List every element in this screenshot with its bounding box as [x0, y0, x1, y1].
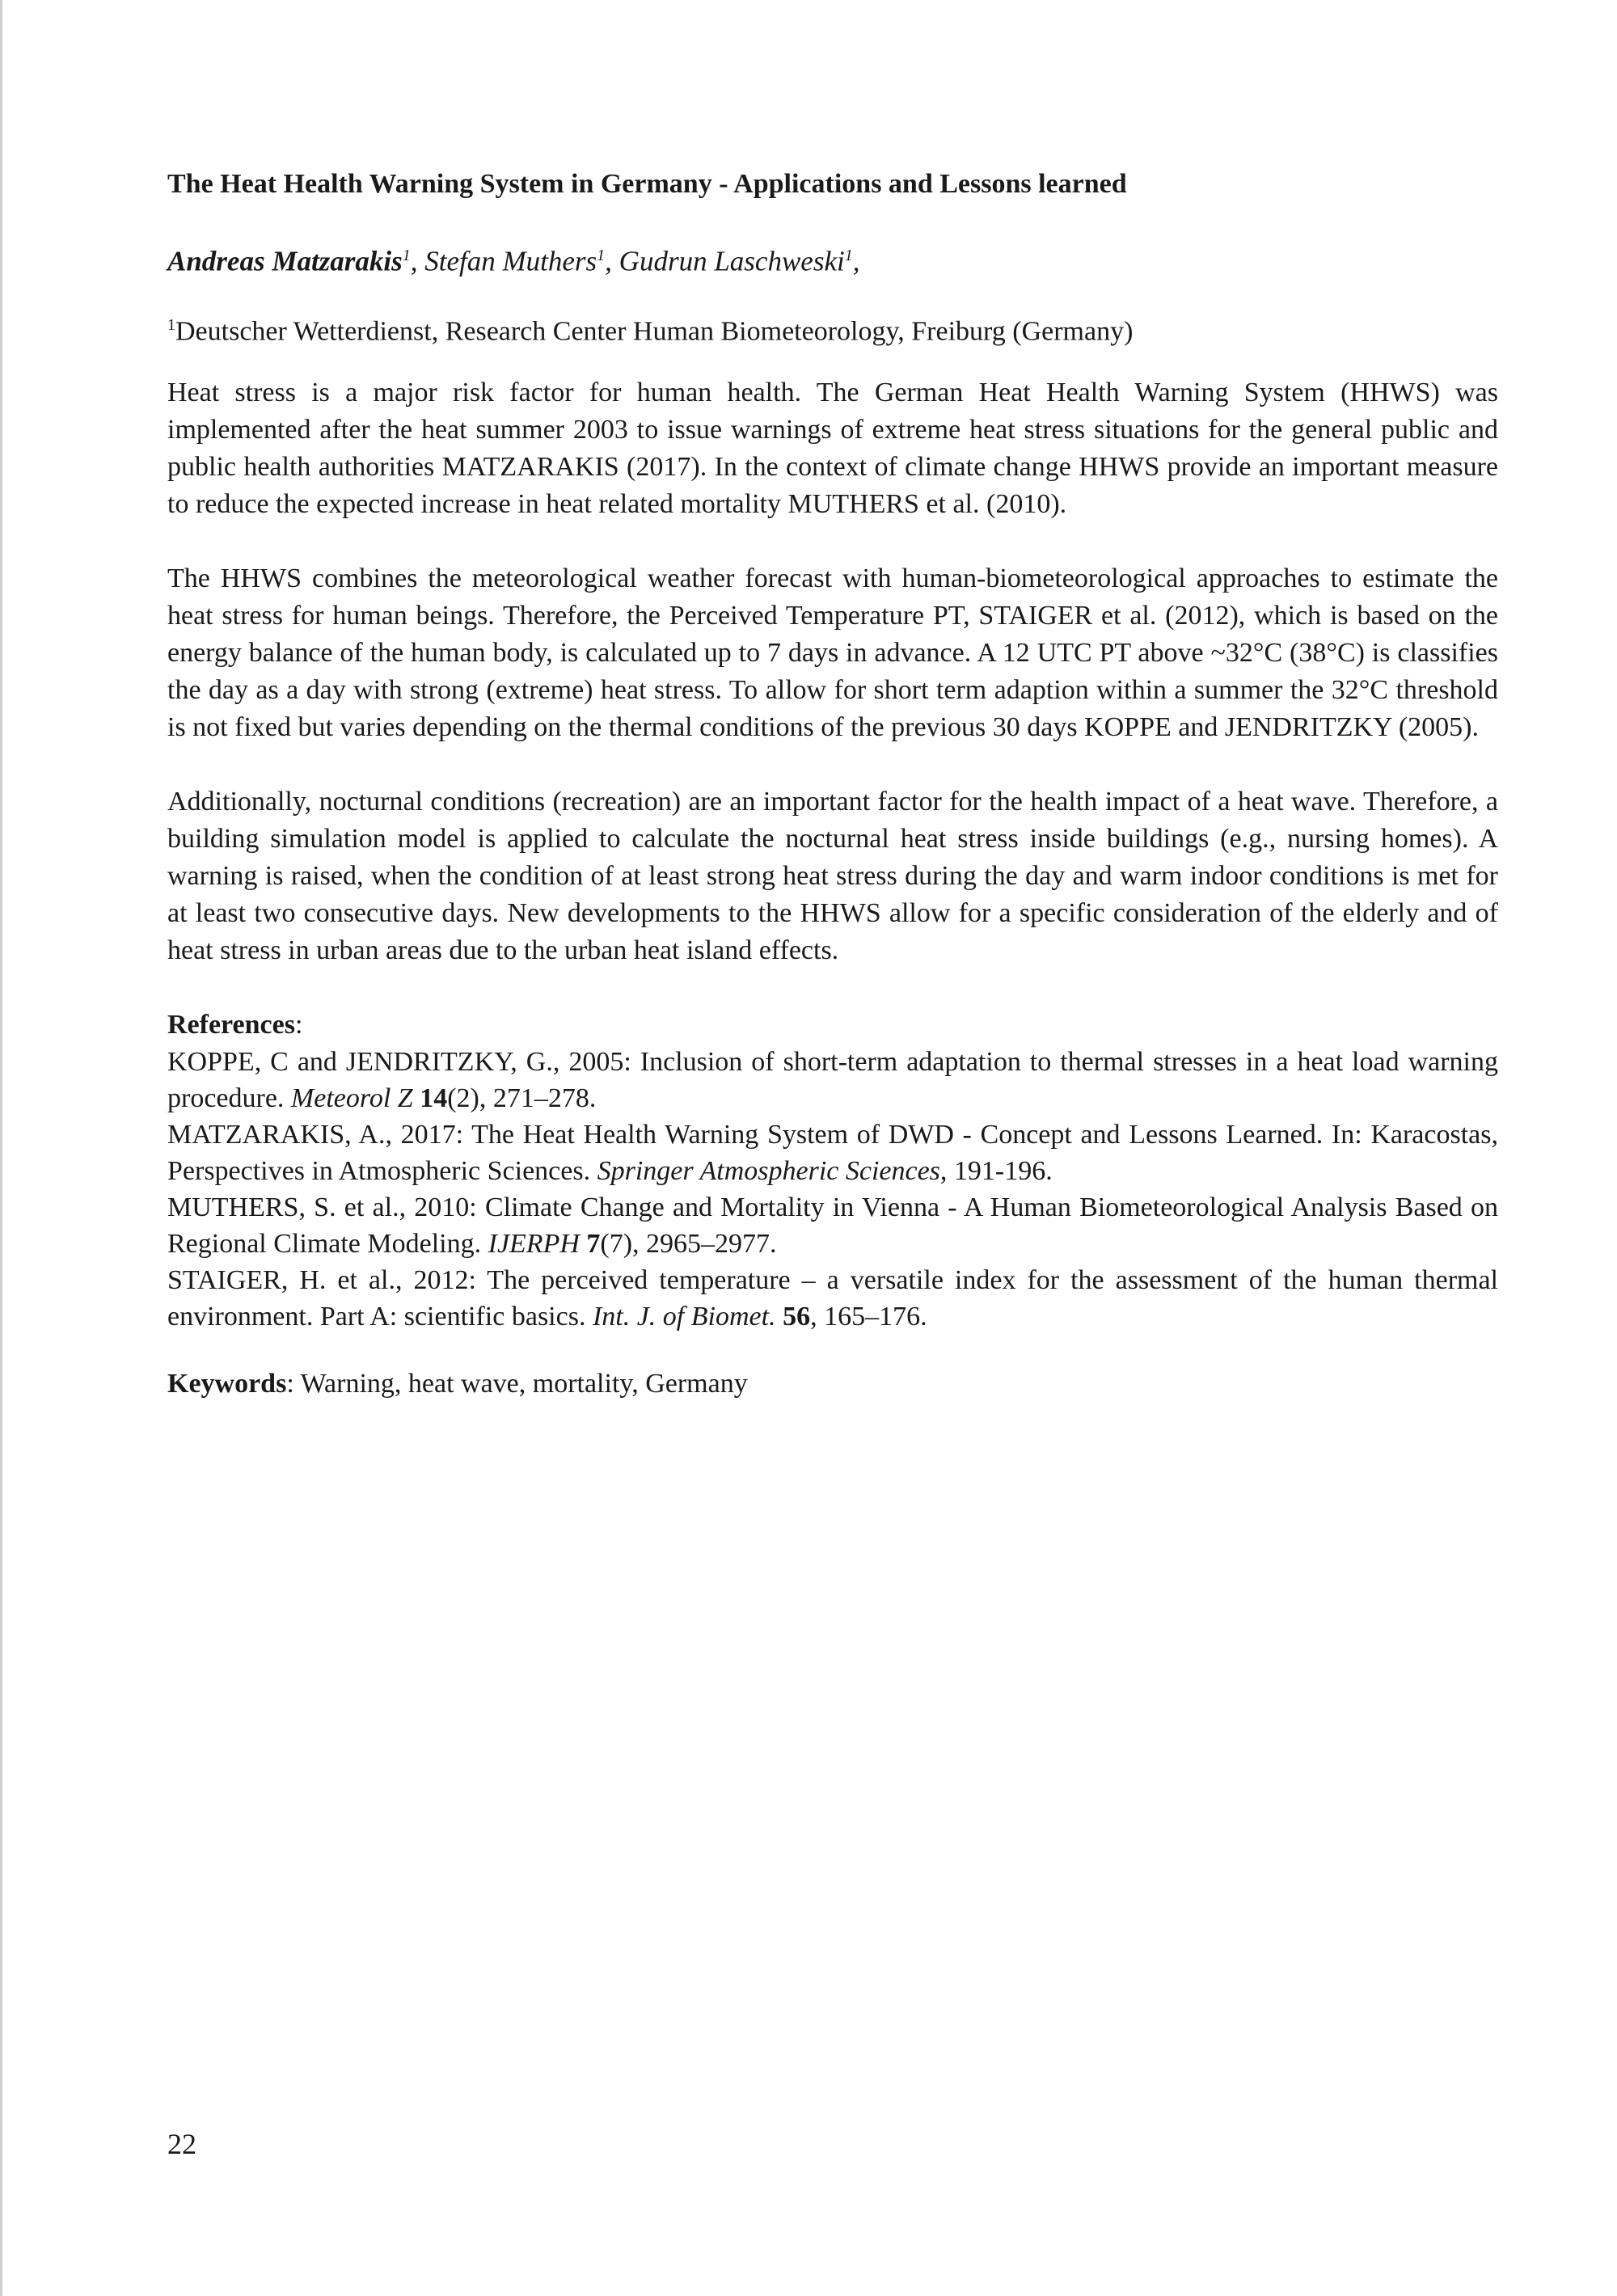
- body-paragraph: Additionally, nocturnal conditions (recreation) are an important factor for the health impact of a heat wave. Therefore, a building simulation model is applied to calculate the nocturnal heat stress inside buildings (e.g., nursing homes). A warning is raised, when the condition of at least strong heat stress during the day and warm indoor conditions is met for at least two consecutive days. New developments to the HHWS allow for a specific consideration of the elderly and of heat stress in urban areas due to the urban heat island effects.: [167, 786, 1498, 965]
- paper-content: [167, 166, 1498, 1403]
- author-affil-mark: 1: [402, 247, 411, 264]
- author-separator: ,: [605, 245, 619, 277]
- page-number: 22: [167, 2128, 196, 2160]
- keywords: [167, 1365, 1498, 1403]
- reference-volume: 14: [412, 1083, 448, 1113]
- reference-item: [167, 1116, 1498, 1189]
- page-edge: [0, 0, 2, 2296]
- reference-item: [167, 1189, 1498, 1262]
- reference-text: STAIGER, H. et al., 2012: The perceived temperature – a versatile index for the assessment of the human thermal environment. Part A: scientific basics.: [167, 1264, 1498, 1332]
- reference-pages: , 191-196.: [939, 1155, 1053, 1186]
- references-heading-colon: :: [294, 1009, 303, 1040]
- references-heading: [167, 1007, 1498, 1044]
- body-paragraph: Heat stress is a major risk factor for human health. The German Heat Health Warning System (HHWS) was implemented after the heat summer 2003 to issue warnings of extreme heat stress situations for the general public and public health authorities MATZARAKIS (2017). In the context of climate change HHWS provide an important measure to reduce the expected increase in heat related mortality MUTHERS et al. (2010).: [167, 377, 1498, 519]
- author-affil-mark: 1: [597, 247, 606, 264]
- reference-journal: Int. J. of Biomet.: [592, 1301, 776, 1332]
- reference-volume: 7: [579, 1228, 601, 1259]
- reference-pages: (2), 271–278.: [447, 1083, 597, 1113]
- keywords-list: : Warning, heat wave, mortality, Germany: [286, 1368, 748, 1399]
- author-separator: ,: [410, 245, 425, 277]
- author-separator: ,: [852, 245, 860, 277]
- author-list: [167, 237, 1498, 281]
- reference-pages: , 165–176.: [810, 1301, 927, 1332]
- affiliation-mark: 1: [167, 315, 175, 334]
- author-name: Gudrun Laschweski: [619, 245, 845, 277]
- reference-volume: 56: [775, 1301, 811, 1332]
- reference-journal: IJERPH: [488, 1228, 580, 1259]
- paper-title: The Heat Health Warning System in Germany - Applications and Lessons learned: [167, 169, 1127, 199]
- reference-item: [167, 1262, 1498, 1335]
- author-name: Stefan Muthers: [424, 245, 597, 277]
- author-affil-mark: 1: [844, 247, 853, 264]
- body-paragraph: The HHWS combines the meteorological weather forecast with human-biometeorological approaches to estimate the heat stress for human beings. Therefore, the Perceived Temperature PT, STAIGER et al. (2012), which is based on the energy balance of the human body, is calculated up to 7 days in advance. A 12 UTC PT above ~32°C (38°C) is classifies the day as a day with strong (extreme) heat stress. To allow for short term adaption within a summer the 32°C threshold is not fixed but varies depending on the thermal conditions of the previous 30 days KOPPE and JENDRITZKY (2005).: [167, 563, 1498, 742]
- author-name: Andreas Matzarakis: [167, 245, 403, 277]
- reference-journal: Meteorol Z: [290, 1083, 413, 1113]
- reference-text: MATZARAKIS, A., 2017: The Heat Health Warning System of DWD - Concept and Lessons Learned. In: Karacostas, Perspectives in Atmospheric Sciences.: [167, 1119, 1498, 1186]
- affiliation: [167, 306, 1498, 350]
- reference-pages: (7), 2965–2977.: [600, 1228, 777, 1259]
- keywords-label: Keywords: [167, 1368, 287, 1399]
- affiliation-text: Deutscher Wetterdienst, Research Center Human Biometeorology, Freiburg (Germany): [175, 315, 1134, 346]
- reference-text: KOPPE, C and JENDRITZKY, G., 2005: Inclusion of short-term adaptation to thermal stresses in a heat load warning procedure.: [167, 1046, 1498, 1113]
- reference-item: [167, 1044, 1498, 1116]
- reference-journal: Springer Atmospheric Sciences: [597, 1155, 940, 1186]
- reference-text: MUTHERS, S. et al., 2010: Climate Change and Mortality in Vienna - A Human Biometeorological Analysis Based on Regional Climate Modeling.: [167, 1192, 1498, 1259]
- references-heading-text: References: [167, 1009, 295, 1040]
